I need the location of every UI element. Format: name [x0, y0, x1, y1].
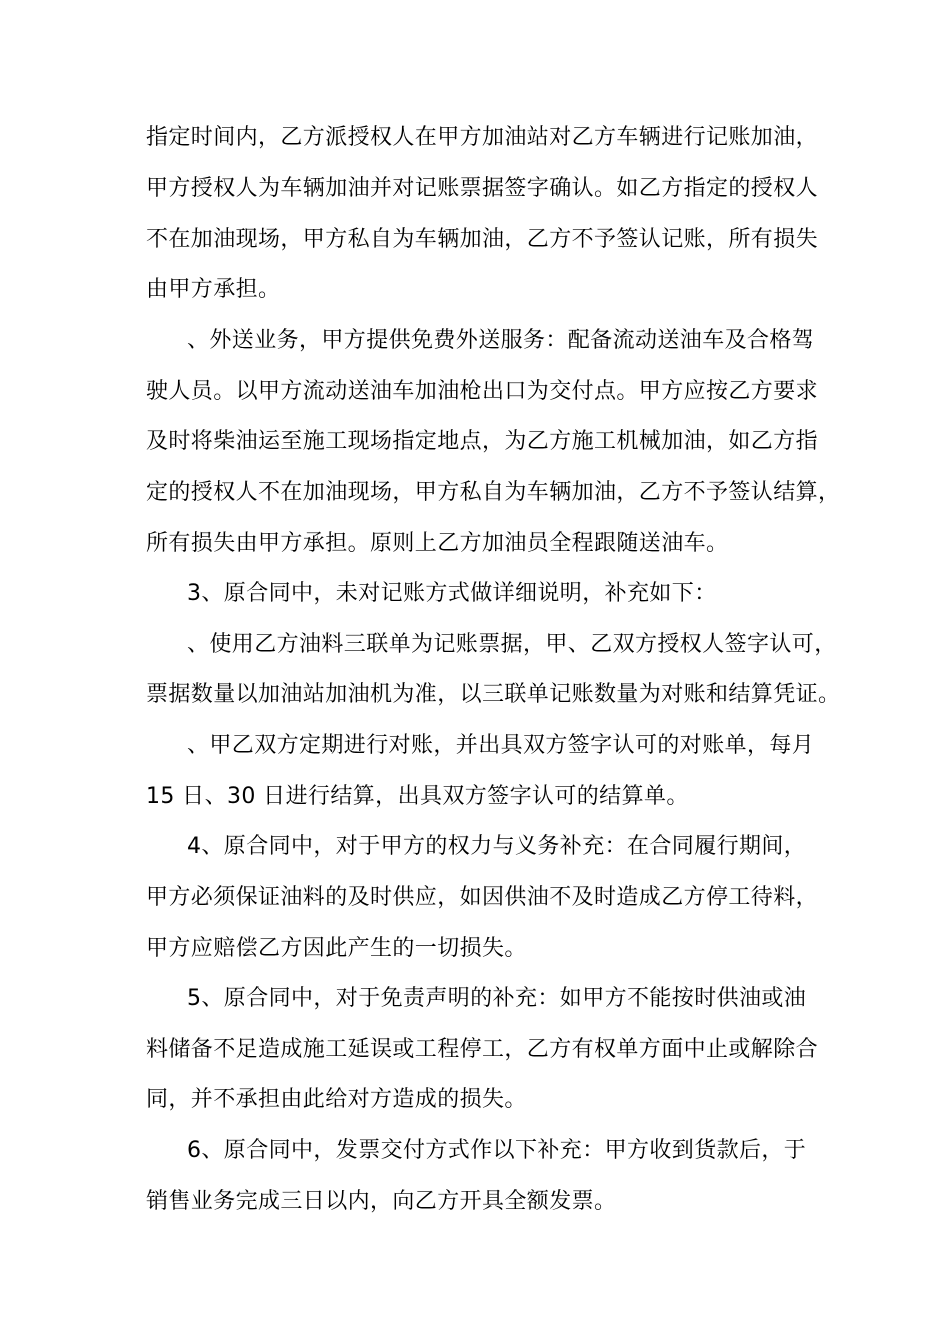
text-line: 5、原合同中，对于免责声明的补充：如甲方不能按时供油或油	[187, 986, 807, 1011]
text-line: 及时将柴油运至施工现场指定地点，为乙方施工机械加油，如乙方指	[146, 429, 819, 454]
text-line: 销售业务完成三日以内，向乙方开具全额发票。	[146, 1189, 617, 1214]
text-line: 、外送业务，甲方提供免费外送服务：配备流动送油车及合格驾	[187, 328, 815, 353]
text-line: 不在加油现场，甲方私自为车辆加油，乙方不予签认记账，所有损失	[146, 227, 819, 252]
text-line: 票据数量以加油站加油机为准，以三联单记账数量为对账和结算凭证。	[146, 682, 841, 707]
text-line: 指定时间内，乙方派授权人在甲方加油站对乙方车辆进行记账加油，	[146, 125, 819, 150]
text-line: 、甲乙双方定期进行对账，并出具双方签字认可的对账单，每月	[187, 733, 815, 758]
text-line: 甲方授权人为车辆加油并对记账票据签字确认。如乙方指定的授权人	[146, 176, 819, 201]
text-line: 甲方必须保证油料的及时供应，如因供油不及时造成乙方停工待料，	[146, 885, 819, 910]
text-line: 6、原合同中，发票交付方式作以下补充：甲方收到货款后，于	[187, 1138, 807, 1163]
text-line: 所有损失由甲方承担。原则上乙方加油员全程跟随送油车。	[146, 531, 729, 556]
text-line: 料储备不足造成施工延误或工程停工，乙方有权单方面中止或解除合	[146, 1037, 819, 1062]
text-line: 3、原合同中，未对记账方式做详细说明，补充如下：	[187, 581, 717, 606]
text-line: 、使用乙方油料三联单为记账票据，甲、乙双方授权人签字认可，	[187, 632, 837, 657]
text-line: 驶人员。以甲方流动送油车加油枪出口为交付点。甲方应按乙方要求	[146, 379, 819, 404]
text-line: 由甲方承担。	[146, 277, 281, 302]
text-line: 同，并不承担由此给对方造成的损失。	[146, 1087, 527, 1112]
text-line: 4、原合同中，对于甲方的权力与义务补充：在合同履行期间，	[187, 834, 807, 859]
text-line: 15 日、30 日进行结算，出具双方签字认可的结算单。	[146, 784, 689, 809]
text-line: 甲方应赔偿乙方因此产生的一切损失。	[146, 936, 527, 961]
text-line: 定的授权人不在加油现场，甲方私自为车辆加油，乙方不予签认结算，	[146, 480, 841, 505]
